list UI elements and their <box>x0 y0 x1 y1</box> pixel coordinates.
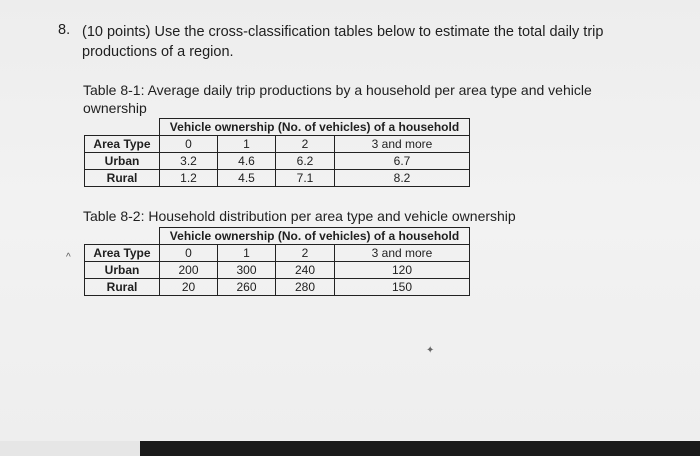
table-row <box>85 262 470 279</box>
table-row <box>85 228 470 245</box>
table-row <box>85 153 470 170</box>
group-header: Vehicle ownership (No. of vehicles) of a household <box>160 228 470 245</box>
table-cell: 20 <box>160 279 218 296</box>
table-cell: 6.2 <box>276 153 335 170</box>
table-cell: 200 <box>160 262 218 279</box>
table-row <box>85 279 470 296</box>
question-number: 8. <box>58 22 71 38</box>
column-header: 2 <box>276 245 335 262</box>
column-header: 3 and more <box>335 136 470 153</box>
table-cell: 8.2 <box>335 170 470 187</box>
table-cell: 280 <box>276 279 335 296</box>
row-label: Rural <box>85 279 160 296</box>
table-8-1-caption: Table 8-1: Average daily trip productions by a household per area type and vehicle ownership <box>83 82 592 116</box>
table-cell: 300 <box>218 262 276 279</box>
table-row <box>85 170 470 187</box>
table-cell: 240 <box>276 262 335 279</box>
column-header: 0 <box>160 245 218 262</box>
column-header: 2 <box>276 136 335 153</box>
table-row <box>85 119 470 136</box>
row-label: Urban <box>85 153 160 170</box>
table-cell: 7.1 <box>276 170 335 187</box>
row-label: Rural <box>85 170 160 187</box>
table-cell: 260 <box>218 279 276 296</box>
question-text: (10 points) Use the cross-classification tables below to estimate the total daily trip productions of a region. <box>82 24 604 60</box>
group-header: Vehicle ownership (No. of vehicles) of a household <box>160 119 470 136</box>
table-8-2-caption: Table 8-2: Household distribution per area type and vehicle ownership <box>83 208 516 224</box>
table-cell: 4.5 <box>218 170 276 187</box>
table-cell: 1.2 <box>160 170 218 187</box>
table-cell: 6.7 <box>335 153 470 170</box>
caret-icon: ^ <box>66 252 71 263</box>
row-label: Urban <box>85 262 160 279</box>
table-row <box>85 136 470 153</box>
table-row <box>85 245 470 262</box>
column-header: 0 <box>160 136 218 153</box>
table-8-1 <box>84 118 470 187</box>
row-header: Area Type <box>85 245 160 262</box>
taskbar <box>140 441 700 456</box>
column-header: 1 <box>218 136 276 153</box>
table-8-2 <box>84 227 470 296</box>
cursor-icon: ✦ <box>426 345 435 356</box>
table-cell: 150 <box>335 279 470 296</box>
column-header: 3 and more <box>335 245 470 262</box>
column-header: 1 <box>218 245 276 262</box>
table-cell: 4.6 <box>218 153 276 170</box>
row-header: Area Type <box>85 136 160 153</box>
table-cell: 120 <box>335 262 470 279</box>
table-cell: 3.2 <box>160 153 218 170</box>
